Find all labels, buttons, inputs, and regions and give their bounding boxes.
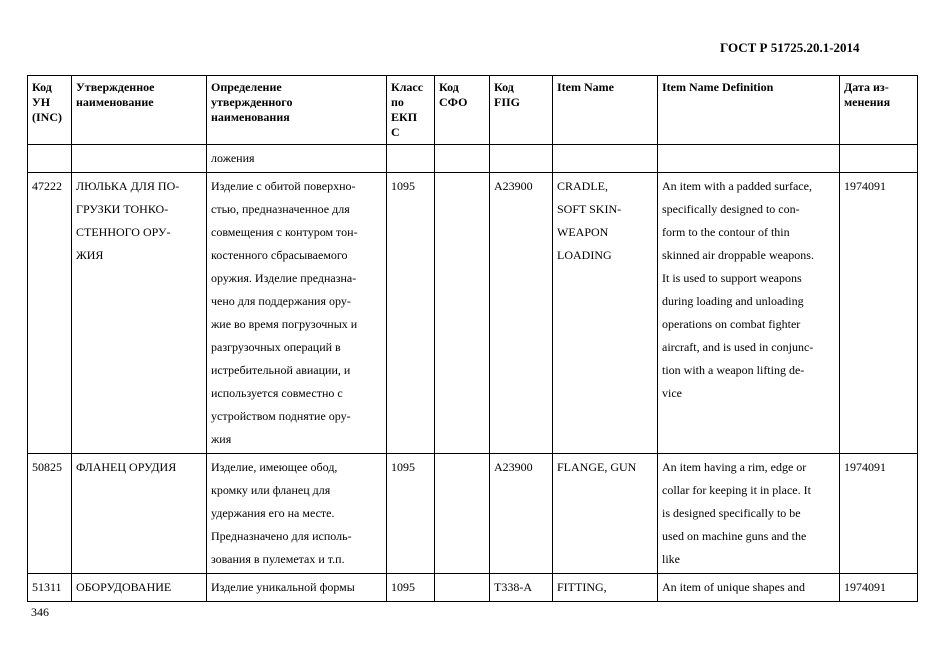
header-line: FIIG <box>494 95 521 109</box>
header-line: (INC) <box>32 110 62 124</box>
page-number: 346 <box>31 605 49 619</box>
cell-line: during loading and unloading <box>662 294 804 308</box>
cell-line: An item having a rim, edge or <box>662 460 807 474</box>
cell-line: ГРУЗКИ ТОНКО- <box>76 202 169 216</box>
item-name-cell <box>553 574 658 602</box>
cell-line: like <box>662 552 680 566</box>
cell-line: устройством поднятие ору- <box>211 409 351 423</box>
class-cell: 1095 <box>387 173 435 454</box>
header-line: С <box>391 125 400 139</box>
cell-line: Предназначено для исполь- <box>211 529 352 543</box>
table-row <box>28 574 918 602</box>
date-cell: 1974091 <box>840 173 918 454</box>
fiig-cell: A23900 <box>490 454 553 574</box>
cell-line: An item with a padded surface, <box>662 179 812 193</box>
cell-line: Изделие уникальной формы <box>211 580 355 594</box>
item-definition-cell <box>658 574 840 602</box>
cell-line: collar for keeping it in place. It <box>662 483 811 497</box>
definition-cell <box>207 454 387 574</box>
cell-line: ФЛАНЕЦ ОРУДИЯ <box>76 460 177 474</box>
header-line: Код <box>32 80 52 94</box>
col-date-header <box>840 76 918 145</box>
class-cell: 1095 <box>387 574 435 602</box>
cell-line: стью, предназначенное для <box>211 202 350 216</box>
cell-line: It is used to support weapons <box>662 271 802 285</box>
cell-line: WEAPON <box>557 225 609 239</box>
cell-line: чено для поддержания ору- <box>211 294 351 308</box>
item-name-cell <box>553 454 658 574</box>
header-line: Класс <box>391 80 424 94</box>
fiig-cell: A23900 <box>490 173 553 454</box>
cell-line: используется совместно с <box>211 386 343 400</box>
header-line: Item Name Definition <box>662 80 774 94</box>
cell-line: CRADLE, <box>557 179 608 193</box>
cell-line: FLANGE, GUN <box>557 460 637 474</box>
col-item-definition-header <box>658 76 840 145</box>
inc-cell: 51311 <box>28 574 72 602</box>
cell-line: Изделие, имеющее обод, <box>211 460 338 474</box>
class-cell: 1095 <box>387 454 435 574</box>
header-line: Определение <box>211 80 282 94</box>
sfo-cell <box>435 173 490 454</box>
table-row <box>28 173 918 454</box>
cell-line: is designed specifically to be <box>662 506 801 520</box>
cell-line: SOFT SKIN- <box>557 202 622 216</box>
sfo-cell <box>435 574 490 602</box>
cell-line: aircraft, and is used in conjunc- <box>662 340 814 354</box>
cell-line: ОБОРУДОВАНИЕ <box>76 580 172 594</box>
cell-line: разгрузочных операций в <box>211 340 341 354</box>
item-definition-cell <box>658 173 840 454</box>
table-header-row <box>28 76 918 145</box>
table-row <box>28 454 918 574</box>
col-inc-header <box>28 76 72 145</box>
cell-line: operations on combat fighter <box>662 317 801 331</box>
cell-line: жия <box>211 432 232 446</box>
col-definition-header <box>207 76 387 145</box>
document-title: ГОСТ Р 51725.20.1-2014 <box>720 40 860 55</box>
continuation-text: ложения <box>207 145 387 173</box>
header-line: Утвержденное <box>76 80 155 94</box>
cell-line: ЖИЯ <box>76 248 104 262</box>
cell-line: FITTING, <box>557 580 607 594</box>
definition-cell <box>207 173 387 454</box>
cell-line: совмещения с контуром тон- <box>211 225 358 239</box>
cell-line: form to the contour of thin <box>662 225 790 239</box>
cell-line: СТЕННОГО ОРУ- <box>76 225 171 239</box>
header-line: наименования <box>211 110 290 124</box>
header-line: наименование <box>76 95 154 109</box>
inc-cell: 47222 <box>28 173 72 454</box>
cell-line: ЛЮЛЬКА ДЛЯ ПО- <box>76 179 180 193</box>
header-line: Дата из- <box>844 80 889 94</box>
header-line: УН <box>32 95 51 109</box>
name-cell <box>72 173 207 454</box>
cell-line: удержания его на месте. <box>211 506 335 520</box>
cell-line: tion with a weapon lifting de- <box>662 363 805 377</box>
fiig-cell: T338-A <box>490 574 553 602</box>
item-definition-cell <box>658 454 840 574</box>
header-line: Item Name <box>557 80 614 94</box>
cell-line: An item of unique shapes and <box>662 580 805 594</box>
cell-line: skinned air droppable weapons. <box>662 248 814 262</box>
header-line: менения <box>844 95 891 109</box>
item-name-cell <box>553 173 658 454</box>
cell-line: кромку или фланец для <box>211 483 331 497</box>
cell-line: зования в пулеметах и т.п. <box>211 552 345 566</box>
cell-line: истребительной авиации, и <box>211 363 351 377</box>
inc-cell: 50825 <box>28 454 72 574</box>
date-cell: 1974091 <box>840 574 918 602</box>
col-sfo-header <box>435 76 490 145</box>
header-line: утвержденного <box>211 95 293 109</box>
col-fiig-header <box>490 76 553 145</box>
definition-cell <box>207 574 387 602</box>
header-line: СФО <box>439 95 468 109</box>
date-cell: 1974091 <box>840 454 918 574</box>
header-line: Код <box>494 80 514 94</box>
col-name-header <box>72 76 207 145</box>
continuation-row <box>28 145 918 173</box>
nomenclature-table <box>27 75 918 602</box>
sfo-cell <box>435 454 490 574</box>
cell-line: LOADING <box>557 248 612 262</box>
cell-line: Изделие с обитой поверхно- <box>211 179 356 193</box>
cell-line: specifically designed to con- <box>662 202 800 216</box>
col-class-header <box>387 76 435 145</box>
cell-line: костенного сбрасываемого <box>211 248 348 262</box>
header-line: по <box>391 95 404 109</box>
col-item-name-header <box>553 76 658 145</box>
name-cell <box>72 454 207 574</box>
cell-line: used on machine guns and the <box>662 529 807 543</box>
header-line: ЕКП <box>391 110 418 124</box>
cell-line: vice <box>662 386 682 400</box>
cell-line: оружия. Изделие предназна- <box>211 271 357 285</box>
cell-line: жие во время погрузочных и <box>211 317 358 331</box>
name-cell <box>72 574 207 602</box>
header-line: Код <box>439 80 459 94</box>
